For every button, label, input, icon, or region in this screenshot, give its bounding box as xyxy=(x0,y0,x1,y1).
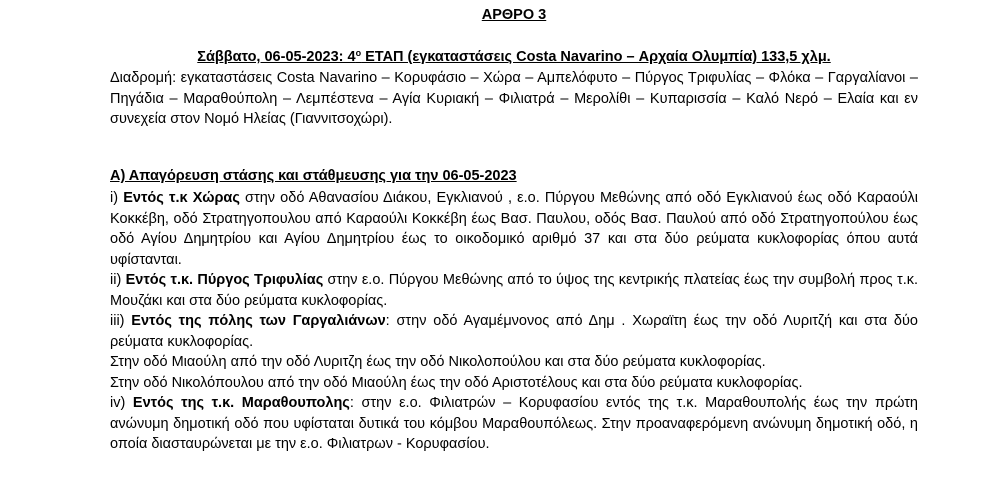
item-iii-continued-2 xyxy=(110,373,918,394)
item-ii xyxy=(110,270,918,311)
article-title: ΑΡΘΡΟ 3 xyxy=(481,7,547,23)
item-number: iii) xyxy=(110,313,132,329)
section-a-items xyxy=(110,188,918,455)
item-text: Στην οδό Μιαούλη από την οδό Λυριτζη έως την οδό Νικολοπούλου και στα δύο ρεύματα κυκλοφορίας. xyxy=(110,354,766,370)
item-text: Στην οδό Νικολόπουλου από την οδό Μιαούλη έως την οδό Αριστοτέλους και στα δύο ρεύματα κυκλοφορίας. xyxy=(110,374,803,391)
item-text: : στην οδό Αγαμέμνονος από Δημ . Χωραϊτη έως την οδό Λυριτζή και στα δύο ρεύματα κυκλοφορίας. xyxy=(110,313,918,350)
item-text: στην οδό Αθανασίου Διάκου, Εγκλιανού , ε.ο. Πύργου Μεθώνης από οδό Εγκλιανού έως οδό Καραούλι Κοκκέβη, οδό Στρατηγοπουλου από Καραούλι Κοκκέβη έως Βασ. Παυλου, οδός Βασ. Παυλού από οδό Στρατηγοπούλου έως οδό Αγίου Δημητρίου και Αγίου Δημητρίου έως το οικοδομικό αριθμό 37 και στα δύο ρεύματα κυκλοφορίας όπου αυτά υφίστανται. xyxy=(110,190,918,268)
item-iii xyxy=(110,311,918,352)
item-number: ii) xyxy=(110,272,126,288)
item-i xyxy=(110,188,918,270)
item-location: Εντός τ.κ. Πύργος Τριφυλίας xyxy=(125,272,324,288)
item-iv xyxy=(110,393,918,455)
item-text: στην ε.ο. Πύργου Μεθώνης από το ύψος της κεντρικής πλατείας έως την συμβολή προς τ.κ. Μουζάκι και στα δύο ρεύματα κυκλοφορίας. xyxy=(110,272,918,309)
stage-description: ΕΤΑΠ (εγκαταστάσεις Costa Navarino – Αρχαία Ολυμπία) 133,5 χλμ. xyxy=(361,49,831,65)
item-number: iv) xyxy=(110,395,133,411)
stage-date-prefix: Σάββατο, 06-05-2023: 4 xyxy=(197,49,356,65)
section-a-heading: Α) Απαγόρευση στάσης και στάθμευσης για την 06-05-2023 xyxy=(110,168,517,184)
stage-heading xyxy=(110,48,918,66)
stage-ordinal-suffix: ο xyxy=(355,48,362,58)
item-text: : στην ε.ο. Φιλιατρών – Κορυφασίου εντός της τ.κ. Μαραθουπολής έως την πρώτη ανώνυμη δημοτική οδό που υφίσταται δυτικά του κόμβου Μαραθουπόλεως. Στην προαναφερόμενη ανώνυμη δημοτική οδό, η οποία διασταυρώνεται με την ε.ο. Φιλιατρων - Κορυφασίου. xyxy=(110,395,918,452)
item-location: Εντός της πόλης των Γαργαλιάνων xyxy=(131,313,386,329)
route-description: Διαδρομή: εγκαταστάσεις Costa Navarino – Κορυφάσιο – Χώρα – Αμπελόφυτο – Πύργος Τριφυλίας – Φλόκα – Γαργαλίανοι – Πηγάδια – Μαραθούπολη – Λεμπέστενα – Αγία Κυριακή – Φιλιατρά – Μερολίθι – Κυπαρισσία – Καλό Νερό – Ελαία και εν συνεχεία στον Νομό Ηλείας (Γιαννιτσοχώρι). xyxy=(110,70,918,127)
item-iii-continued-1 xyxy=(110,352,918,373)
item-location: Εντός της τ.κ. Μαραθουπολης xyxy=(132,395,350,411)
item-number: i) xyxy=(110,190,124,206)
item-location: Εντός τ.κ Χώρας xyxy=(123,190,240,206)
